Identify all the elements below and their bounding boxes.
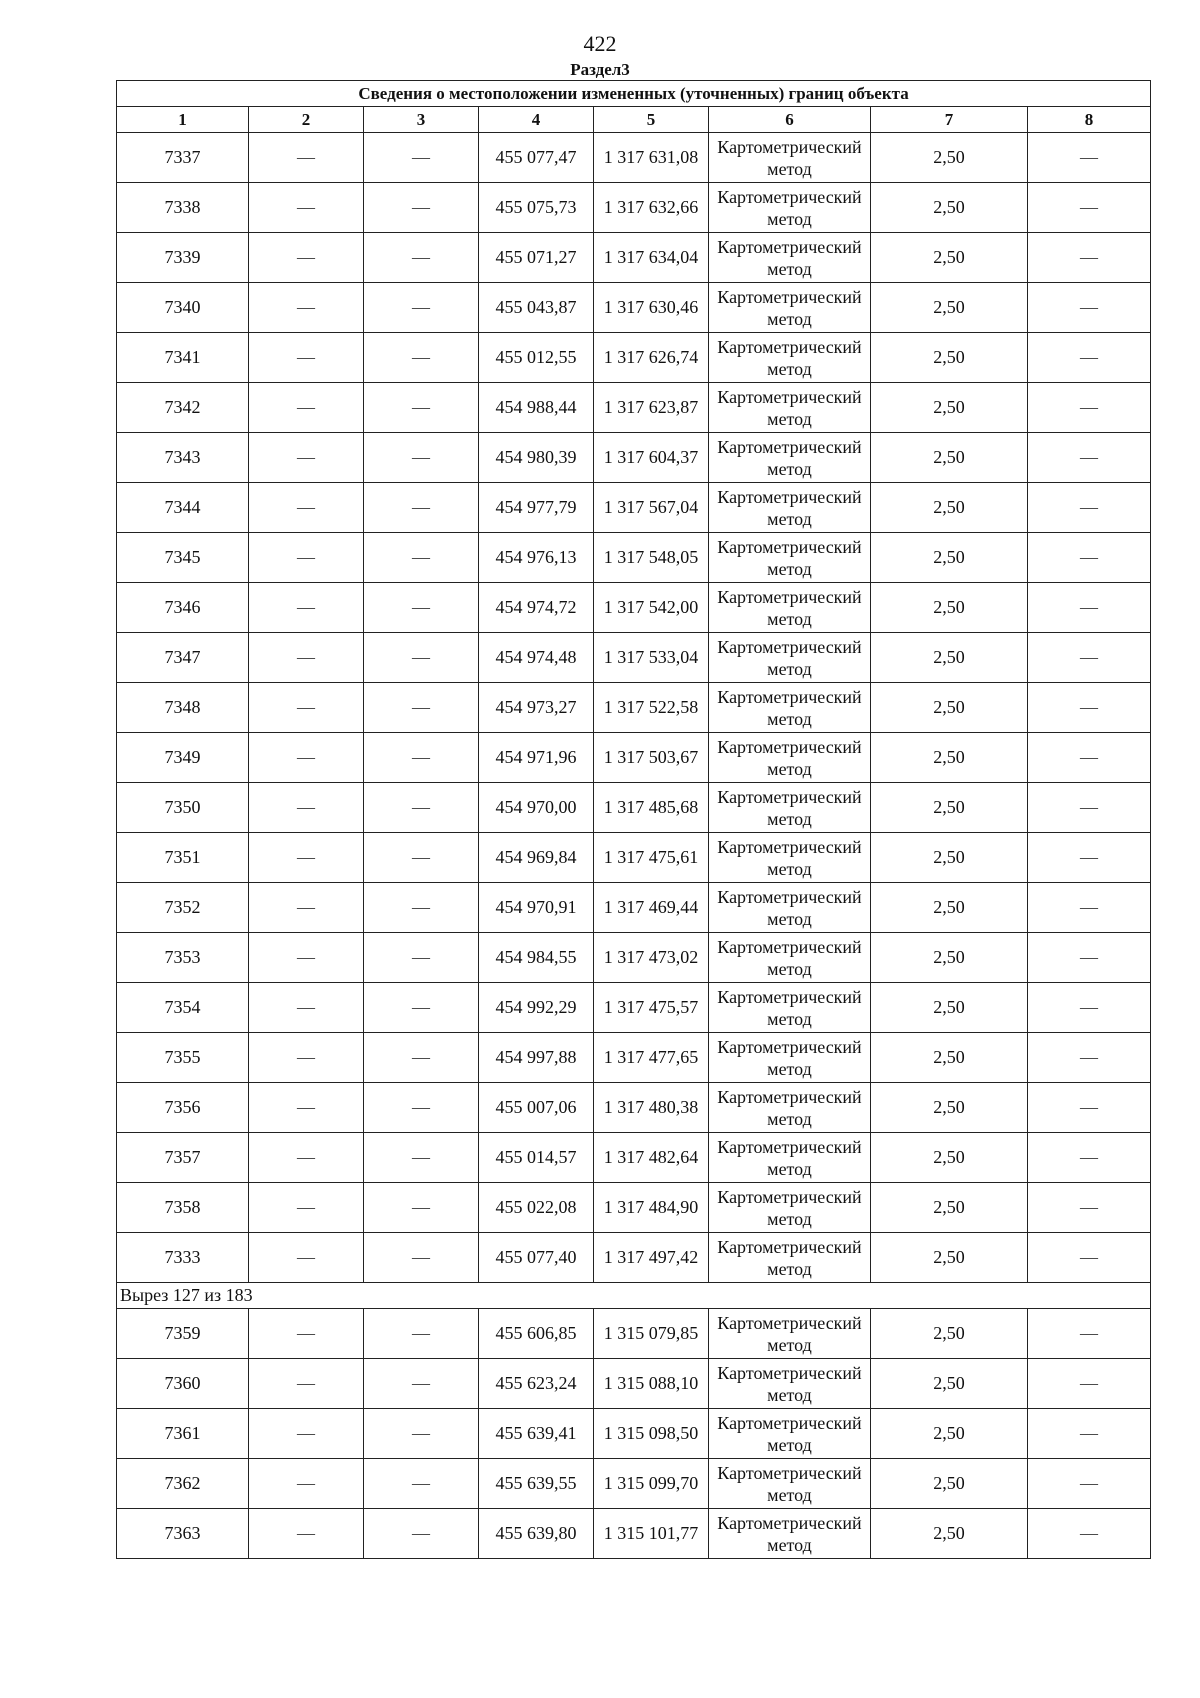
coord-x-cell: 455 077,47 <box>479 133 594 183</box>
coord-y-cell: 1 317 604,37 <box>594 433 709 483</box>
method-cell: Картометрический метод <box>709 1033 871 1083</box>
coord-x-cell: 455 639,80 <box>479 1509 594 1559</box>
method-cell: Картометрический метод <box>709 1409 871 1459</box>
method-cell: Картометрический метод <box>709 1359 871 1409</box>
column-header-5: 5 <box>594 107 709 133</box>
accuracy-cell: 2,50 <box>871 1359 1028 1409</box>
cell-col-3: — <box>364 683 479 733</box>
coord-x-cell: 455 022,08 <box>479 1183 594 1233</box>
cell-col-8: — <box>1028 333 1151 383</box>
coord-x-cell: 454 973,27 <box>479 683 594 733</box>
accuracy-cell: 2,50 <box>871 1133 1028 1183</box>
coord-x-cell: 454 984,55 <box>479 933 594 983</box>
point-number-cell: 7363 <box>117 1509 249 1559</box>
cell-col-2: — <box>249 383 364 433</box>
point-number-cell: 7338 <box>117 183 249 233</box>
cell-col-3: — <box>364 933 479 983</box>
coord-x-cell: 455 007,06 <box>479 1083 594 1133</box>
table-row <box>117 783 1151 833</box>
table-row <box>117 983 1151 1033</box>
cell-col-8: — <box>1028 1183 1151 1233</box>
point-number-cell: 7356 <box>117 1083 249 1133</box>
cell-col-8: — <box>1028 683 1151 733</box>
cell-col-2: — <box>249 133 364 183</box>
accuracy-cell: 2,50 <box>871 583 1028 633</box>
method-cell: Картометрический метод <box>709 533 871 583</box>
column-header-6: 6 <box>709 107 871 133</box>
cell-col-3: — <box>364 283 479 333</box>
cell-col-8: — <box>1028 433 1151 483</box>
coord-x-cell: 454 974,48 <box>479 633 594 683</box>
table-body <box>117 133 1151 1559</box>
method-cell: Картометрический метод <box>709 933 871 983</box>
cell-col-3: — <box>364 733 479 783</box>
accuracy-cell: 2,50 <box>871 183 1028 233</box>
coord-y-cell: 1 317 632,66 <box>594 183 709 233</box>
accuracy-cell: 2,50 <box>871 983 1028 1033</box>
table-row <box>117 483 1151 533</box>
boundary-coordinates-table <box>116 80 1151 1559</box>
table-row <box>117 133 1151 183</box>
cell-col-2: — <box>249 183 364 233</box>
table-row <box>117 283 1151 333</box>
cell-col-8: — <box>1028 483 1151 533</box>
point-number-cell: 7340 <box>117 283 249 333</box>
cell-col-3: — <box>364 433 479 483</box>
accuracy-cell: 2,50 <box>871 283 1028 333</box>
cell-col-2: — <box>249 683 364 733</box>
cell-col-2: — <box>249 833 364 883</box>
cell-col-2: — <box>249 1033 364 1083</box>
coord-x-cell: 454 969,84 <box>479 833 594 883</box>
point-number-cell: 7343 <box>117 433 249 483</box>
coord-x-cell: 455 623,24 <box>479 1359 594 1409</box>
cell-col-2: — <box>249 733 364 783</box>
point-number-cell: 7346 <box>117 583 249 633</box>
table-row <box>117 1133 1151 1183</box>
cell-col-2: — <box>249 1509 364 1559</box>
coord-y-cell: 1 317 480,38 <box>594 1083 709 1133</box>
coord-y-cell: 1 317 626,74 <box>594 333 709 383</box>
table-row <box>117 383 1151 433</box>
coord-x-cell: 455 071,27 <box>479 233 594 283</box>
cell-col-8: — <box>1028 1233 1151 1283</box>
cell-col-3: — <box>364 833 479 883</box>
table-row <box>117 1183 1151 1233</box>
cell-col-2: — <box>249 633 364 683</box>
coord-y-cell: 1 317 542,00 <box>594 583 709 633</box>
coord-x-cell: 455 014,57 <box>479 1133 594 1183</box>
cell-col-2: — <box>249 1133 364 1183</box>
point-number-cell: 7355 <box>117 1033 249 1083</box>
cell-col-3: — <box>364 533 479 583</box>
accuracy-cell: 2,50 <box>871 483 1028 533</box>
point-number-cell: 7339 <box>117 233 249 283</box>
column-header-8: 8 <box>1028 107 1151 133</box>
method-cell: Картометрический метод <box>709 383 871 433</box>
cell-col-2: — <box>249 1083 364 1133</box>
method-cell: Картометрический метод <box>709 733 871 783</box>
coord-y-cell: 1 317 533,04 <box>594 633 709 683</box>
coord-y-cell: 1 317 497,42 <box>594 1233 709 1283</box>
method-cell: Картометрический метод <box>709 433 871 483</box>
accuracy-cell: 2,50 <box>871 833 1028 883</box>
point-number-cell: 7358 <box>117 1183 249 1233</box>
method-cell: Картометрический метод <box>709 583 871 633</box>
table-row <box>117 1359 1151 1409</box>
cell-col-8: — <box>1028 1133 1151 1183</box>
cell-col-8: — <box>1028 883 1151 933</box>
cell-col-3: — <box>364 333 479 383</box>
cell-col-2: — <box>249 1359 364 1409</box>
table-row <box>117 233 1151 283</box>
point-number-cell: 7348 <box>117 683 249 733</box>
method-cell: Картометрический метод <box>709 483 871 533</box>
table-row <box>117 1033 1151 1083</box>
cell-col-3: — <box>364 1233 479 1283</box>
method-cell: Картометрический метод <box>709 983 871 1033</box>
coord-y-cell: 1 317 631,08 <box>594 133 709 183</box>
cell-col-3: — <box>364 1083 479 1133</box>
accuracy-cell: 2,50 <box>871 133 1028 183</box>
cell-col-8: — <box>1028 583 1151 633</box>
coord-y-cell: 1 317 477,65 <box>594 1033 709 1083</box>
coord-x-cell: 454 977,79 <box>479 483 594 533</box>
coord-y-cell: 1 315 101,77 <box>594 1509 709 1559</box>
cell-col-3: — <box>364 1309 479 1359</box>
coord-x-cell: 454 974,72 <box>479 583 594 633</box>
accuracy-cell: 2,50 <box>871 933 1028 983</box>
cell-col-8: — <box>1028 133 1151 183</box>
coord-y-cell: 1 315 099,70 <box>594 1459 709 1509</box>
coord-y-cell: 1 317 630,46 <box>594 283 709 333</box>
method-cell: Картометрический метод <box>709 1459 871 1509</box>
table-row <box>117 433 1151 483</box>
column-header-4: 4 <box>479 107 594 133</box>
column-header-row <box>117 107 1151 133</box>
coord-x-cell: 454 980,39 <box>479 433 594 483</box>
method-cell: Картометрический метод <box>709 883 871 933</box>
method-cell: Картометрический метод <box>709 1509 871 1559</box>
cell-col-8: — <box>1028 1309 1151 1359</box>
point-number-cell: 7333 <box>117 1233 249 1283</box>
column-header-2: 2 <box>249 107 364 133</box>
cell-col-8: — <box>1028 783 1151 833</box>
point-number-cell: 7354 <box>117 983 249 1033</box>
accuracy-cell: 2,50 <box>871 1509 1028 1559</box>
coord-y-cell: 1 317 548,05 <box>594 533 709 583</box>
accuracy-cell: 2,50 <box>871 1459 1028 1509</box>
coord-x-cell: 454 997,88 <box>479 1033 594 1083</box>
accuracy-cell: 2,50 <box>871 683 1028 733</box>
coord-y-cell: 1 315 079,85 <box>594 1309 709 1359</box>
method-cell: Картометрический метод <box>709 1133 871 1183</box>
cell-col-8: — <box>1028 1359 1151 1409</box>
point-number-cell: 7342 <box>117 383 249 433</box>
table-row <box>117 183 1151 233</box>
accuracy-cell: 2,50 <box>871 1083 1028 1133</box>
cell-col-2: — <box>249 983 364 1033</box>
coord-x-cell: 455 012,55 <box>479 333 594 383</box>
point-number-cell: 7361 <box>117 1409 249 1459</box>
coord-y-cell: 1 317 623,87 <box>594 383 709 433</box>
point-number-cell: 7345 <box>117 533 249 583</box>
column-header-7: 7 <box>871 107 1028 133</box>
cell-col-3: — <box>364 583 479 633</box>
point-number-cell: 7347 <box>117 633 249 683</box>
method-cell: Картометрический метод <box>709 683 871 733</box>
accuracy-cell: 2,50 <box>871 533 1028 583</box>
table-row <box>117 833 1151 883</box>
cell-col-8: — <box>1028 183 1151 233</box>
method-cell: Картометрический метод <box>709 133 871 183</box>
coord-x-cell: 454 971,96 <box>479 733 594 783</box>
cell-col-2: — <box>249 233 364 283</box>
cell-col-2: — <box>249 1459 364 1509</box>
cell-col-8: — <box>1028 1083 1151 1133</box>
cell-col-2: — <box>249 883 364 933</box>
subsection-row <box>117 1283 1151 1309</box>
method-cell: Картометрический метод <box>709 233 871 283</box>
page-number: 422 <box>583 31 617 56</box>
cell-col-8: — <box>1028 533 1151 583</box>
table-row <box>117 583 1151 633</box>
cell-col-3: — <box>364 483 479 533</box>
table-row <box>117 1409 1151 1459</box>
table-row <box>117 1309 1151 1359</box>
coord-x-cell: 455 077,40 <box>479 1233 594 1283</box>
table-row <box>117 933 1151 983</box>
cell-col-3: — <box>364 1409 479 1459</box>
coord-y-cell: 1 317 485,68 <box>594 783 709 833</box>
cell-col-3: — <box>364 883 479 933</box>
method-cell: Картометрический метод <box>709 783 871 833</box>
coord-y-cell: 1 317 473,02 <box>594 933 709 983</box>
cell-col-2: — <box>249 533 364 583</box>
table-row <box>117 533 1151 583</box>
coord-y-cell: 1 315 088,10 <box>594 1359 709 1409</box>
accuracy-cell: 2,50 <box>871 1033 1028 1083</box>
coord-x-cell: 455 639,41 <box>479 1409 594 1459</box>
point-number-cell: 7362 <box>117 1459 249 1509</box>
coord-y-cell: 1 317 475,57 <box>594 983 709 1033</box>
cell-col-2: — <box>249 433 364 483</box>
coord-x-cell: 454 976,13 <box>479 533 594 583</box>
cell-col-8: — <box>1028 1033 1151 1083</box>
point-number-cell: 7351 <box>117 833 249 883</box>
point-number-cell: 7357 <box>117 1133 249 1183</box>
column-header-3: 3 <box>364 107 479 133</box>
cell-col-3: — <box>364 133 479 183</box>
cell-col-2: — <box>249 333 364 383</box>
accuracy-cell: 2,50 <box>871 783 1028 833</box>
table-row <box>117 333 1151 383</box>
cell-col-3: — <box>364 1033 479 1083</box>
coord-y-cell: 1 317 503,67 <box>594 733 709 783</box>
point-number-cell: 7352 <box>117 883 249 933</box>
accuracy-cell: 2,50 <box>871 1309 1028 1359</box>
method-cell: Картометрический метод <box>709 633 871 683</box>
point-number-cell: 7360 <box>117 1359 249 1409</box>
cell-col-2: — <box>249 483 364 533</box>
accuracy-cell: 2,50 <box>871 1183 1028 1233</box>
table-row <box>117 1083 1151 1133</box>
cell-col-2: — <box>249 283 364 333</box>
cell-col-3: — <box>364 633 479 683</box>
point-number-cell: 7353 <box>117 933 249 983</box>
cell-col-8: — <box>1028 1409 1151 1459</box>
point-number-cell: 7359 <box>117 1309 249 1359</box>
cell-col-2: — <box>249 1233 364 1283</box>
method-cell: Картометрический метод <box>709 333 871 383</box>
point-number-cell: 7341 <box>117 333 249 383</box>
table-row <box>117 883 1151 933</box>
coord-x-cell: 454 970,91 <box>479 883 594 933</box>
coord-x-cell: 454 992,29 <box>479 983 594 1033</box>
method-cell: Картометрический метод <box>709 833 871 883</box>
cell-col-3: — <box>364 1359 479 1409</box>
cell-col-8: — <box>1028 933 1151 983</box>
coord-x-cell: 455 075,73 <box>479 183 594 233</box>
cell-col-3: — <box>364 1459 479 1509</box>
method-cell: Картометрический метод <box>709 1083 871 1133</box>
accuracy-cell: 2,50 <box>871 433 1028 483</box>
cell-col-8: — <box>1028 1509 1151 1559</box>
accuracy-cell: 2,50 <box>871 1233 1028 1283</box>
coord-y-cell: 1 317 482,64 <box>594 1133 709 1183</box>
cell-col-8: — <box>1028 233 1151 283</box>
method-cell: Картометрический метод <box>709 183 871 233</box>
coord-y-cell: 1 317 634,04 <box>594 233 709 283</box>
point-number-cell: 7337 <box>117 133 249 183</box>
cell-col-8: — <box>1028 983 1151 1033</box>
cell-col-3: — <box>364 783 479 833</box>
table-row <box>117 683 1151 733</box>
cell-col-8: — <box>1028 283 1151 333</box>
coord-y-cell: 1 317 469,44 <box>594 883 709 933</box>
cell-col-2: — <box>249 783 364 833</box>
cell-col-3: — <box>364 183 479 233</box>
coord-y-cell: 1 317 522,58 <box>594 683 709 733</box>
coord-y-cell: 1 317 484,90 <box>594 1183 709 1233</box>
coord-x-cell: 455 639,55 <box>479 1459 594 1509</box>
accuracy-cell: 2,50 <box>871 733 1028 783</box>
column-header-1: 1 <box>117 107 249 133</box>
method-cell: Картометрический метод <box>709 1183 871 1233</box>
cell-col-8: — <box>1028 633 1151 683</box>
table-row <box>117 1459 1151 1509</box>
cell-col-3: — <box>364 1133 479 1183</box>
point-number-cell: 7350 <box>117 783 249 833</box>
accuracy-cell: 2,50 <box>871 233 1028 283</box>
accuracy-cell: 2,50 <box>871 383 1028 433</box>
table-row <box>117 1233 1151 1283</box>
method-cell: Картометрический метод <box>709 283 871 333</box>
coord-y-cell: 1 317 567,04 <box>594 483 709 533</box>
cell-col-3: — <box>364 383 479 433</box>
method-cell: Картометрический метод <box>709 1233 871 1283</box>
cell-col-2: — <box>249 1309 364 1359</box>
coord-x-cell: 454 970,00 <box>479 783 594 833</box>
cell-col-8: — <box>1028 833 1151 883</box>
cell-col-3: — <box>364 233 479 283</box>
subsection-label: Вырез 127 из 183 <box>117 1283 1151 1309</box>
cell-col-3: — <box>364 1509 479 1559</box>
cell-col-2: — <box>249 1183 364 1233</box>
accuracy-cell: 2,50 <box>871 633 1028 683</box>
accuracy-cell: 2,50 <box>871 333 1028 383</box>
cell-col-8: — <box>1028 733 1151 783</box>
coord-x-cell: 455 043,87 <box>479 283 594 333</box>
accuracy-cell: 2,50 <box>871 1409 1028 1459</box>
method-cell: Картометрический метод <box>709 1309 871 1359</box>
point-number-cell: 7349 <box>117 733 249 783</box>
cell-col-2: — <box>249 583 364 633</box>
table-row <box>117 733 1151 783</box>
coord-x-cell: 455 606,85 <box>479 1309 594 1359</box>
table-title: Сведения о местоположении измененных (уточненных) границ объекта <box>117 81 1151 107</box>
cell-col-2: — <box>249 933 364 983</box>
section-label: Раздел3 <box>570 60 630 79</box>
cell-col-2: — <box>249 1409 364 1459</box>
table-row <box>117 633 1151 683</box>
accuracy-cell: 2,50 <box>871 883 1028 933</box>
table-row <box>117 1509 1151 1559</box>
cell-col-8: — <box>1028 1459 1151 1509</box>
cell-col-3: — <box>364 1183 479 1233</box>
coord-y-cell: 1 317 475,61 <box>594 833 709 883</box>
coord-x-cell: 454 988,44 <box>479 383 594 433</box>
point-number-cell: 7344 <box>117 483 249 533</box>
cell-col-8: — <box>1028 383 1151 433</box>
coord-y-cell: 1 315 098,50 <box>594 1409 709 1459</box>
cell-col-3: — <box>364 983 479 1033</box>
